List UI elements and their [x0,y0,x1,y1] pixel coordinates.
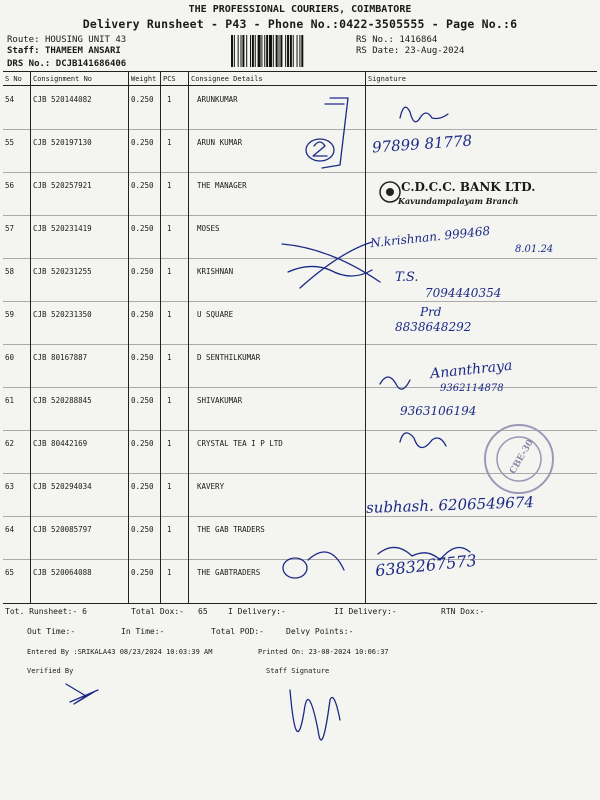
cell-sno: 59 [5,310,15,319]
courier-stamp-code: CBE-30 [508,438,536,476]
rs-no-value: 1416864 [399,35,438,45]
handwriting-row58: T.S. [395,270,419,285]
cell-pcs: 1 [167,224,172,233]
drs-value: DCJB141686406 [55,59,127,69]
total-dox-value: 65 [198,607,208,616]
route-value: HOUSING UNIT 43 [44,35,127,45]
cell-sno: 61 [5,396,15,405]
cell-weight: 0.250 [131,310,154,319]
cell-sno: 64 [5,525,15,534]
cell-weight: 0.250 [131,224,154,233]
cell-consignee: THE GAB TRADERS [197,525,265,534]
handwriting-row57-date: 8.01.24 [515,244,554,255]
handwriting-row59: Prd [420,305,442,319]
cell-consignment: CJB 520288845 [33,396,92,405]
cell-consignment: CJB 520085797 [33,525,92,534]
circled-two-digit [313,142,327,156]
cell-sno: 60 [5,353,15,362]
cell-sno: 55 [5,138,15,147]
cell-weight: 0.250 [131,482,154,491]
cell-weight: 0.250 [131,138,154,147]
staff-label: Staff: [7,46,40,56]
header-sno: S No [5,75,22,83]
cell-weight: 0.250 [131,353,154,362]
header-consignment: Consignment No [33,75,93,83]
out-time: Out Time:- [27,627,76,636]
cell-consignee: KRISHNAN [197,267,234,276]
cell-sno: 63 [5,482,15,491]
signature-row54 [400,107,448,122]
total-runsheet: Tot. Runsheet:- 6 [5,607,87,616]
cell-weight: 0.250 [131,95,154,104]
handwriting-row64: subhash. 6206549674 [365,493,535,517]
rs-date-label: RS Date: [356,46,400,56]
handwriting-row60: Ananthraya [429,357,514,383]
bracket-mark [322,98,348,168]
printed-on: Printed On: 23-08-2024 10:06:37 [258,648,389,656]
delvy-points: Delvy Points:- [286,627,354,636]
handwriting-row59-phone: 8838648292 [395,320,472,334]
signature-row62 [400,433,446,448]
cell-consignment: CJB 80442169 [33,439,88,448]
cell-consignment: CJB 520197130 [33,138,92,147]
cell-consignee: D SENTHILKUMAR [197,353,261,362]
cell-pcs: 1 [167,95,172,104]
cell-consignee: CRYSTAL TEA I P LTD [197,439,283,448]
cell-pcs: 1 [167,439,172,448]
cell-consignment: CJB 520294034 [33,482,92,491]
handwriting-row61: 9363106194 [400,404,477,418]
cell-weight: 0.250 [131,267,154,276]
cell-consignee: MOSES [197,224,220,233]
company-name: THE PROFESSIONAL COURIERS, COIMBATORE [188,4,412,15]
cell-pcs: 1 [167,310,172,319]
cell-consignee: U SQUARE [197,310,234,319]
verified-by-label: Verified By [27,667,74,675]
i-delivery: I Delivery:- [228,607,286,616]
cell-consignment: CJB 520231419 [33,224,92,233]
cell-pcs: 1 [167,267,172,276]
cell-sno: 57 [5,224,15,233]
cell-weight: 0.250 [131,396,154,405]
staff-signature-label: Staff Signature [266,667,330,675]
route-label: Route: [7,35,40,45]
cell-consignee: THE GABTRADERS [197,568,261,577]
cell-consignment: CJB 520231350 [33,310,92,319]
cell-consignee: KAVERY [197,482,225,491]
cell-consignee: ARUN KUMAR [197,138,243,147]
entered-by: Entered By :SRIKALA43 08/23/2024 10:03:39 AM [27,648,213,656]
handwriting-row65: 6383267573 [374,550,478,581]
cell-weight: 0.250 [131,181,154,190]
rs-no-label: RS No.: [356,35,394,45]
cross-mark [282,242,380,288]
handwriting-row55: 97899 81778 [371,131,473,157]
cell-weight: 0.250 [131,525,154,534]
cell-weight: 0.250 [131,439,154,448]
handwriting-row60-phone: 9362114878 [440,383,504,394]
cell-sno: 58 [5,267,15,276]
cell-consignment: CJB 80167887 [33,353,88,362]
signature-row60 [380,377,410,389]
runsheet-title: Delivery Runsheet - P43 - Phone No.:0422-3505555 - Page No.:6 [82,17,518,31]
staff-value: THAMEEM ANSARI [44,46,121,56]
circled-mark-row65 [283,558,307,578]
circled-mark-row65-tail [308,552,344,570]
in-time: In Time:- [121,627,165,636]
cell-pcs: 1 [167,482,172,491]
cell-consignment: CJB 520257921 [33,181,92,190]
cross-mark-loop [288,266,372,276]
header-consignee: Consignee Details [191,75,263,83]
cell-pcs: 1 [167,181,172,190]
cell-consignee: ARUNKUMAR [197,95,238,104]
cell-consignment: CJB 520064088 [33,568,92,577]
rtn-dox: RTN Dox:- [441,607,485,616]
cell-consignee: SHIVAKUMAR [197,396,243,405]
cell-pcs: 1 [167,525,172,534]
cell-weight: 0.250 [131,568,154,577]
handwriting-row58-phone: 7094440354 [425,286,502,300]
cell-consignment: CJB 520144082 [33,95,92,104]
cell-sno: 54 [5,95,15,104]
bank-stamp-name: C.D.C.C. BANK LTD. [401,180,536,194]
rs-date-value: 23-Aug-2024 [404,46,465,56]
header-weight: Weight [131,75,157,83]
cell-consignee: THE MANAGER [197,181,247,190]
total-pod: Total POD:- [211,627,264,636]
total-dox-label: Total Dox:- [131,607,184,616]
cell-pcs: 1 [167,353,172,362]
cell-sno: 65 [5,568,15,577]
cell-sno: 62 [5,439,15,448]
cell-pcs: 1 [167,568,172,577]
cell-pcs: 1 [167,396,172,405]
header-signature: Signature [368,75,406,83]
drs-label: DRS No.: [7,59,51,69]
handwriting-row57: N.krishnan. 999468 [369,223,491,251]
cell-consignment: CJB 520231255 [33,267,92,276]
header-pcs: PCS [163,75,176,83]
staff-signature-mark [290,690,340,740]
bank-stamp-branch: Kavundampalayam Branch [398,196,519,206]
cell-pcs: 1 [167,138,172,147]
cell-sno: 56 [5,181,15,190]
verified-by-mark [66,684,98,704]
ii-delivery: II Delivery:- [334,607,397,616]
